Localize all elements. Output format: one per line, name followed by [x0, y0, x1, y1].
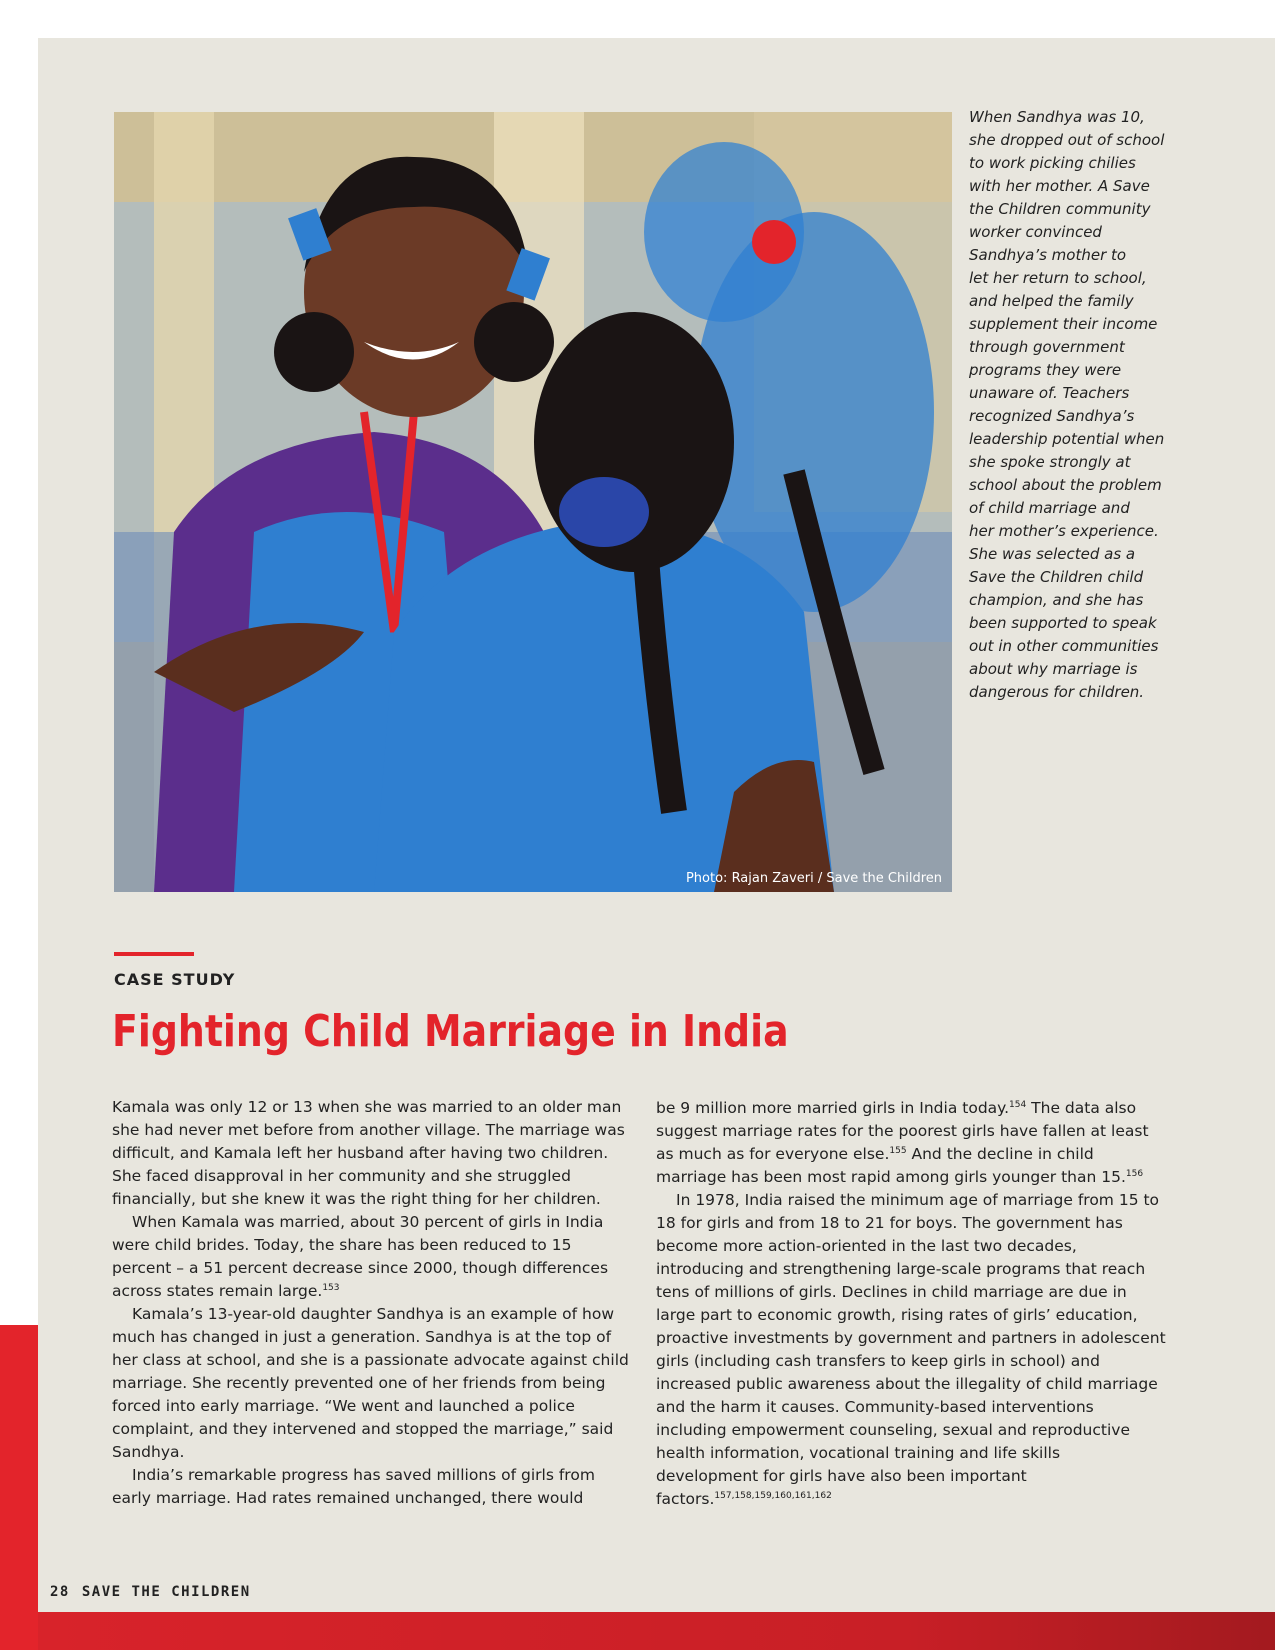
body-paragraph: [112, 1211, 632, 1303]
section-kicker: CASE STUDY: [114, 970, 236, 989]
body-column-right: [656, 1097, 1166, 1511]
body-paragraph: [112, 1303, 632, 1464]
accent-rule: [114, 952, 194, 956]
photo-schoolgirls: [114, 112, 952, 892]
footnote-ref: 157,158,159,160,161,162: [714, 1490, 832, 1501]
red-side-band: [0, 1325, 38, 1650]
body-paragraph: [656, 1189, 1166, 1511]
publication-name: SAVE THE CHILDREN: [81, 1584, 251, 1600]
footnote-ref: 155: [889, 1145, 907, 1156]
footnote-ref: 153: [322, 1282, 340, 1293]
red-bottom-band: [38, 1612, 1275, 1650]
paragraph-text: The data also suggest marriage rates for the poorest girls have fallen at least as much as for everyone else.: [656, 1099, 1149, 1163]
paragraph-text: Kamala’s 13-year-old daughter Sandhya is an example of how much has changed in just a generation. Sandhya is at the top of her class at school, and she is a passionate advocate against child marriage. She recently prevented one of her friends from being forced into early marriage. “We went and launched a police complaint, and they intervened and stopped the marriage,” said Sandhya.: [112, 1305, 629, 1461]
body-column-left: [112, 1096, 632, 1510]
paragraph-text: India’s remarkable progress has saved millions of girls from early marriage. Had rates remained unchanged, there would: [112, 1466, 595, 1507]
footnote-ref: 156: [1125, 1168, 1144, 1179]
body-paragraph: [112, 1096, 632, 1211]
photo-credit: Photo: Rajan Zaveri / Save the Children: [685, 871, 942, 886]
photo-illustration: [114, 112, 952, 892]
body-paragraph: [112, 1464, 632, 1510]
article-headline: Fighting Child Marriage in India: [112, 1006, 789, 1057]
paragraph-text: be 9 million more married girls in India today.: [656, 1099, 1010, 1117]
paragraph-text: When Kamala was married, about 30 percent of girls in India were child brides. Today, the share has been reduced to 15 percent – a 51 percent decrease since 2000, though differences across states remain large.: [112, 1213, 609, 1300]
page-number: 28: [50, 1584, 70, 1600]
photo-caption: When Sandhya was 10, she dropped out of school to work picking chilies with her mother. A Save the Children community worker convinced Sandhya’s mother to let her return to school, and helped the family supplement their income through government programs they were unaware of. Teachers recognized Sandhya’s leadership potential when she spoke strongly at school about the problem of child marriage and her mother’s experience. She was selected as a Save the Children child champion, and she has been supported to speak out in other communities about why marriage is dangerous for children.: [969, 108, 1165, 701]
paragraph-text: Kamala was only 12 or 13 when she was married to an older man she had never met before from another village. The marriage was difficult, and Kamala left her husband after having two children. She faced disapproval in her community and she struggled financially, but she knew it was the right thing for her children.: [112, 1098, 625, 1208]
paragraph-text: And the decline in child marriage has been most rapid among girls younger than 15.: [656, 1145, 1126, 1186]
footnote-ref: 154: [1009, 1099, 1027, 1110]
paragraph-text: In 1978, India raised the minimum age of marriage from 15 to 18 for girls and from 18 to 21 for boys. The government has become more action-oriented in the last two decades, introducing and strengthening large-scale programs that reach tens of millions of girls. Declines in child marriage are due in large part to economic growth, rising rates of girls’ education, proactive investments by government and partners in adolescent girls (including cash transfers to keep girls in school) and increased public awareness about the illegality of child marriage and the harm it causes. Community-based interventions including empowerment counseling, sexual and reproductive health information, vocational training and life skills development for girls have also been important factors.: [656, 1191, 1166, 1508]
page-footer: [50, 1584, 251, 1600]
body-paragraph: [656, 1097, 1166, 1189]
